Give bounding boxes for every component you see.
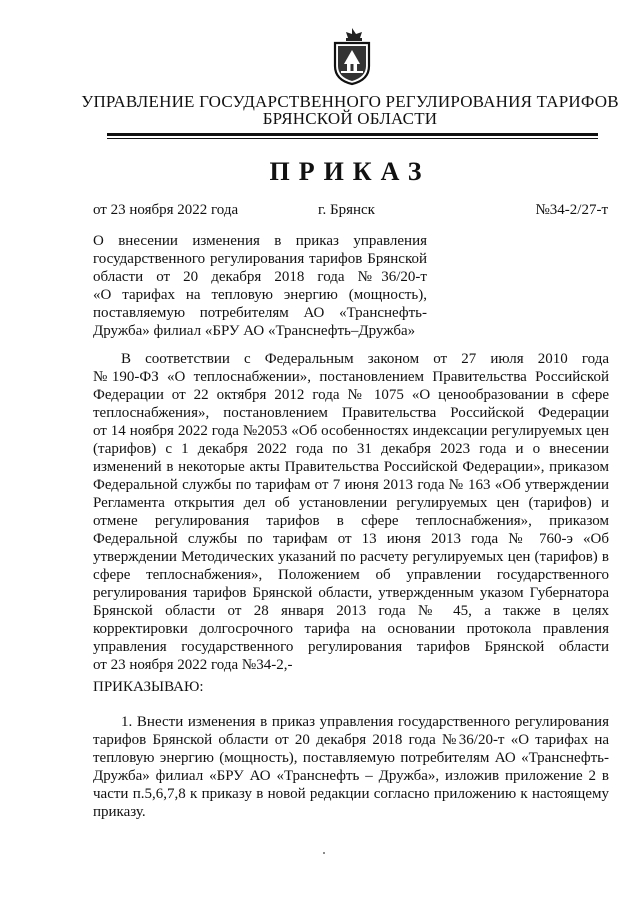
preamble-line: управления государственного регулирования тарифов Брянской области bbox=[93, 639, 609, 655]
subject-line: О внесении изменения в приказ управления bbox=[93, 233, 427, 249]
item-line: 1. Внести изменения в приказ управления государственного регулирования bbox=[121, 714, 609, 730]
preamble-line: Брянской области от 28 января 2013 года № 45, а также в целях bbox=[93, 603, 609, 619]
header-divider-thin bbox=[107, 138, 598, 139]
item-line: тепловую энергию (мощность), поставляемую потребителям АО «Транснефть- bbox=[93, 750, 609, 766]
preamble-line: изменений в некоторые акты Правительства Российской Федерации», приказом bbox=[93, 459, 609, 475]
preamble-paragraph bbox=[93, 350, 609, 674]
order-city: г. Брянск bbox=[318, 202, 375, 218]
header-divider-thick bbox=[107, 133, 598, 136]
subject-line: «О тарифах на тепловую энергию (мощность), bbox=[93, 287, 427, 303]
preamble-line: Федеральной службы по тарифам от 7 июня 2013 года № 163 «Об утверждении bbox=[93, 477, 609, 493]
preamble-line: Федерации от 22 октября 2012 года № 1075 «О ценообразовании в сфере bbox=[93, 387, 609, 403]
preamble-line: утверждении Методических указаний по расчету регулируемых цен (тарифов) в bbox=[93, 549, 609, 565]
preamble-line: от 23 ноября 2022 года №34-2,- bbox=[93, 657, 293, 673]
preamble-line: регулирования тарифов Брянской области, утвержденным указом Губернатора bbox=[93, 585, 609, 601]
agency-name-line2: БРЯНСКОЙ ОБЛАСТИ bbox=[262, 109, 438, 128]
order-item-1 bbox=[93, 713, 609, 821]
preamble-line: №190-ФЗ «О теплоснабжении», постановлением Правительства Российской bbox=[93, 369, 609, 385]
item-line: части п.5,6,7,8 к приказу в новой редакции согласно приложению к настоящему bbox=[93, 786, 609, 802]
preamble-line: (тарифов) с 1 декабря 2022 года по 31 декабря 2023 года и о внесении bbox=[93, 441, 609, 457]
bryansk-coat-of-arms-icon bbox=[327, 26, 377, 86]
order-subject bbox=[93, 232, 427, 340]
preamble-line: В соответствии с Федеральным законом от 27 июля 2010 года bbox=[121, 351, 609, 367]
preamble-line: сфере теплоснабжения», Положением об управлении государственного bbox=[93, 567, 609, 583]
item-line: Дружба» филиал «БРУ АО «Транснефть – Дружба», изложив приложение 2 в bbox=[93, 768, 609, 784]
preamble-line: отмене регулирования тарифов в сфере теплоснабжения», приказом bbox=[93, 513, 609, 529]
scan-speck bbox=[323, 852, 325, 854]
order-date: от 23 ноября 2022 года bbox=[93, 202, 239, 218]
item-line: тарифов Брянской области от 20 декабря 2018 года №36/20-т «О тарифах на bbox=[93, 732, 609, 748]
preamble-line: Федеральной службы по тарифам от 13 июня 2013 года № 760-э «Об bbox=[93, 531, 609, 547]
orders-heading: ПРИКАЗЫВАЮ: bbox=[93, 679, 204, 695]
document-title: ПРИКАЗ bbox=[269, 157, 431, 186]
preamble-line: теплоснабжения», постановлением Правительства Российской Федерации bbox=[93, 405, 609, 421]
order-number: №34-2/27-т bbox=[535, 202, 608, 218]
subject-line: государственного регулирования тарифов Брянской bbox=[93, 251, 427, 267]
subject-line: Дружба» филиал «БРУ АО «Транснефть–Дружба» bbox=[93, 323, 416, 339]
subject-line: поставляемую потребителям АО «Транснефть- bbox=[93, 305, 427, 321]
subject-line: области от 20 декабря 2018 года №36/20-т bbox=[93, 269, 427, 285]
preamble-line: от 14 ноября 2022 года №2053 «Об особенностях индексации регулируемых цен bbox=[93, 423, 609, 439]
preamble-line: корректировки долгосрочного тарифа на основании протокола правления bbox=[93, 621, 609, 637]
item-line: приказу. bbox=[93, 804, 146, 820]
agency-name-line1: УПРАВЛЕНИЕ ГОСУДАРСТВЕННОГО РЕГУЛИРОВАНИЯ ТАРИФОВ bbox=[81, 92, 619, 111]
preamble-line: Регламента открытия дел об установлении регулируемых цен (тарифов) и bbox=[93, 495, 609, 511]
